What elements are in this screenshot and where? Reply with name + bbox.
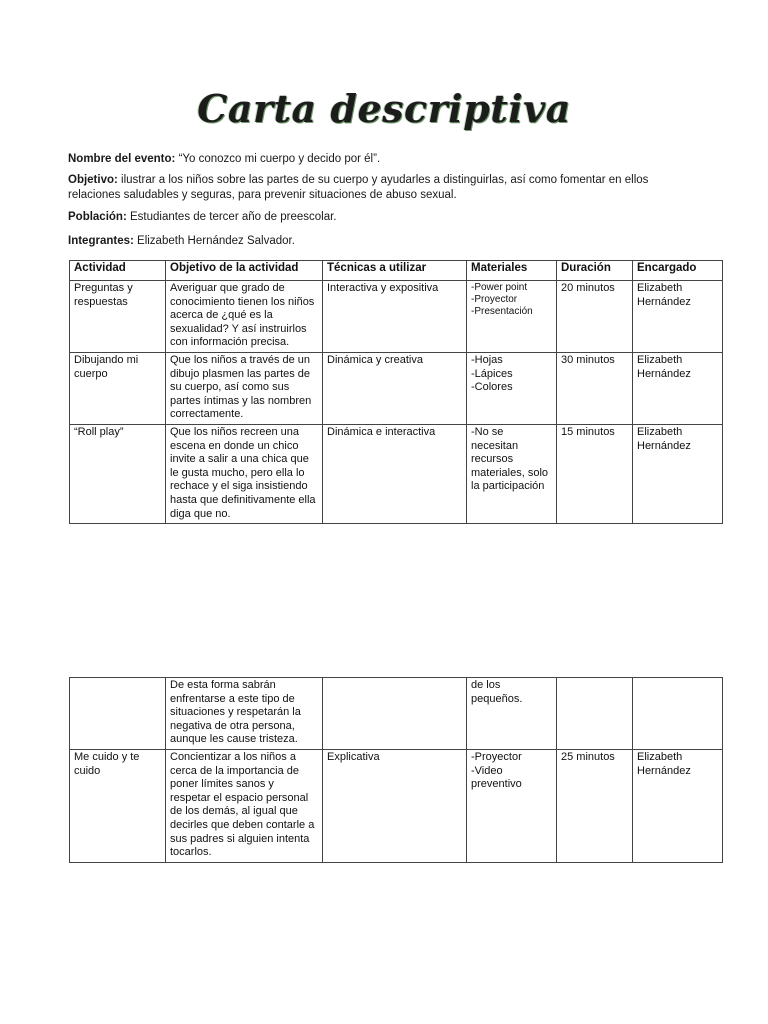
material-item: -Presentación	[471, 306, 533, 317]
members	[68, 234, 668, 249]
header-tecnicas: Técnicas a utilizar	[323, 261, 467, 281]
material-item: -Lápices	[471, 367, 513, 380]
cell-duracion: 30 minutos	[557, 352, 633, 424]
cell-objetivo: Que los niños recreen una escena en donde un chico invite a salir a una chica que le gusta mucho, pero ella lo rechace y el siga insistiendo hasta que definitivamente ella diga que no.	[166, 424, 323, 523]
activities-table-continued	[69, 677, 723, 863]
header-encargado: Encargado	[633, 261, 723, 281]
cell-tecnicas: Interactiva y expositiva	[323, 281, 467, 353]
cell-duracion: 20 minutos	[557, 281, 633, 353]
cell-materiales	[467, 281, 557, 353]
cell-materiales: -No se necesitan recursos materiales, solo la participación	[467, 424, 557, 523]
table-row	[70, 749, 723, 862]
cell-encargado: Elizabeth Hernández	[633, 424, 723, 523]
cell-duracion: 25 minutos	[557, 749, 633, 862]
cell-duracion: 15 minutos	[557, 424, 633, 523]
objective-value: ilustrar a los niños sobre las partes de su cuerpo y ayudarles a distinguirlas, así como fomentar en ellos relaciones saludables y seguras, para prevenir situaciones de abuso sexual.	[68, 174, 649, 201]
table-header-row	[70, 261, 723, 281]
material-item: -Power point	[471, 282, 528, 293]
header-objetivo: Objetivo de la actividad	[166, 261, 323, 281]
event-label: Nombre del evento:	[68, 153, 176, 165]
header-actividad: Actividad	[70, 261, 166, 281]
members-label: Integrantes:	[68, 235, 134, 247]
table-row	[70, 424, 723, 523]
population	[68, 210, 668, 225]
cell-tecnicas	[323, 678, 467, 750]
table-row	[70, 281, 723, 353]
members-value: Elizabeth Hernández Salvador.	[137, 235, 295, 247]
event-value: “Yo conozco mi cuerpo y decido por él”.	[178, 153, 381, 165]
cell-objetivo: De esta forma sabrán enfrentarse a este tipo de situaciones y respetarán la negativa de otra persona, aunque les cause tristeza.	[166, 678, 323, 750]
cell-encargado	[633, 678, 723, 750]
material-item: -Colores	[471, 381, 513, 394]
cell-encargado: Elizabeth Hernández	[633, 352, 723, 424]
event-name	[68, 152, 668, 167]
cell-actividad: Me cuido y te cuido	[70, 749, 166, 862]
cell-tecnicas: Dinámica e interactiva	[323, 424, 467, 523]
cell-encargado: Elizabeth Hernández	[633, 749, 723, 862]
cell-tecnicas: Dinámica y creativa	[323, 352, 467, 424]
cell-objetivo: Concientizar a los niños a cerca de la importancia de poner límites sanos y respetar el espacio personal de los demás, al igual que decirles que deben contarle a sus padres si alguien intenta tocarlos.	[166, 749, 323, 862]
cell-duracion	[557, 678, 633, 750]
table-row	[70, 678, 723, 750]
activities-table	[69, 260, 723, 524]
objective	[68, 173, 668, 203]
cell-materiales	[467, 749, 557, 862]
cell-objetivo: Que los niños a través de un dibujo plasmen las partes de su cuerpo, así como sus partes íntimas y las nombren correctamente.	[166, 352, 323, 424]
material-item: -Hojas	[471, 353, 503, 366]
population-value: Estudiantes de tercer año de preescolar.	[129, 211, 337, 223]
material-item: -Video preventivo	[471, 764, 522, 791]
cell-materiales	[467, 352, 557, 424]
objective-label: Objetivo:	[68, 174, 118, 186]
cell-actividad: “Roll play”	[70, 424, 166, 523]
cell-actividad: Dibujando mi cuerpo	[70, 352, 166, 424]
table-row	[70, 352, 723, 424]
material-item: -Proyector	[471, 294, 518, 305]
cell-tecnicas: Explicativa	[323, 749, 467, 862]
material-item: -Proyector	[471, 750, 522, 763]
cell-objetivo: Averiguar que grado de conocimiento tienen los niños acerca de ¿qué es la sexualidad? Y así instruirlos con información precisa.	[166, 281, 323, 353]
cell-actividad	[70, 678, 166, 750]
cell-encargado: Elizabeth Hernández	[633, 281, 723, 353]
cell-actividad: Preguntas y respuestas	[70, 281, 166, 353]
header-materiales: Materiales	[467, 261, 557, 281]
cell-materiales: de los pequeños.	[467, 678, 557, 750]
header-duracion: Duración	[557, 261, 633, 281]
document-title: Carta descriptiva	[197, 86, 571, 131]
population-label: Población:	[68, 211, 127, 223]
